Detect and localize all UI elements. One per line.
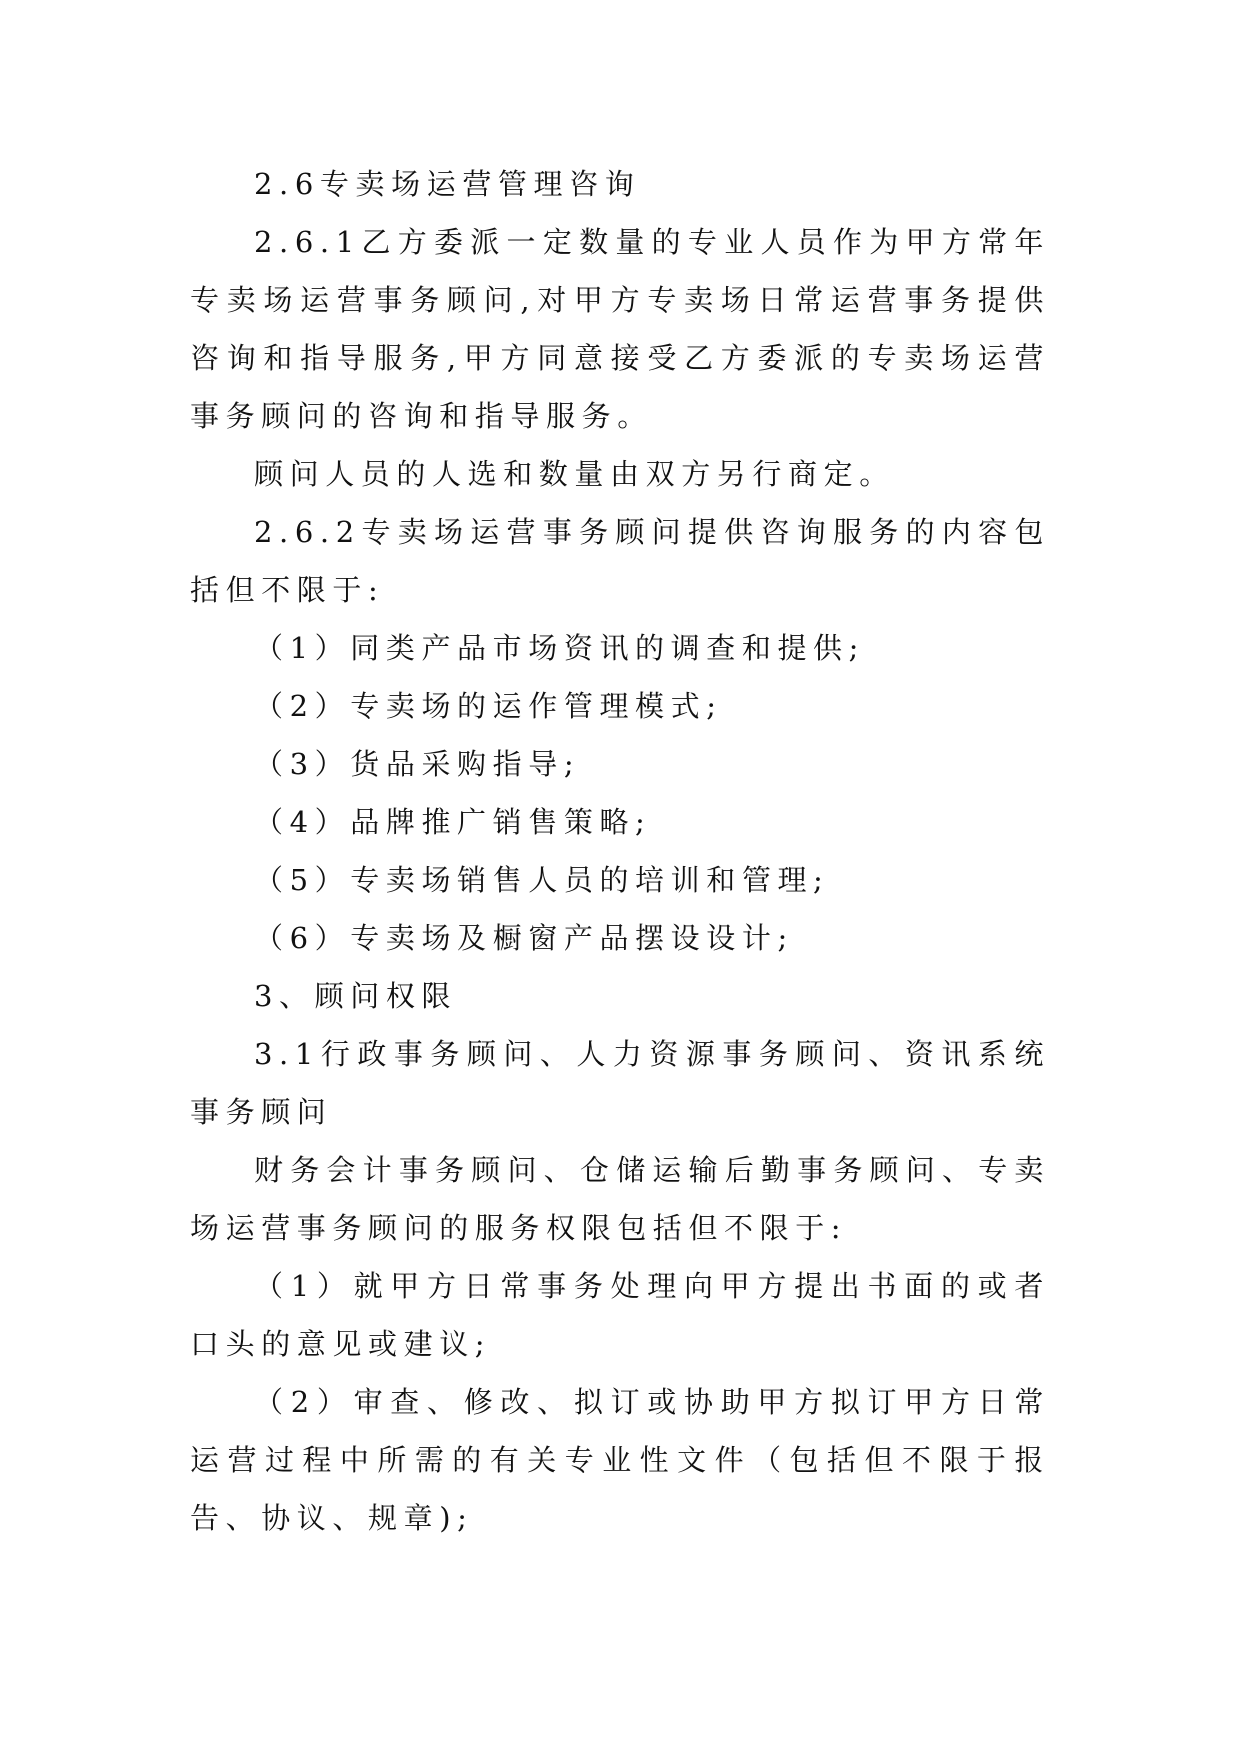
list-item: （2）审查、修改、拟订或协助甲方拟订甲方日常运营过程中所需的有关专业性文件（包括但不限于报告、协议、规章); bbox=[190, 1385, 1050, 1535]
clause-2-6-1-note: 顾问人员的人选和数量由双方另行商定。 bbox=[254, 457, 895, 491]
list-item: （6）专卖场及橱窗产品摆设设计; bbox=[254, 921, 794, 955]
section-heading-2-6: 2.6专卖场运营管理咨询 bbox=[254, 167, 641, 201]
clause-3-1: 3.1行政事务顾问、人力资源事务顾问、资讯系统事务顾问 bbox=[190, 1037, 1050, 1129]
document-body bbox=[190, 155, 1050, 1547]
clause-2-6-2: 2.6.2专卖场运营事务顾问提供咨询服务的内容包括但不限于: bbox=[190, 515, 1050, 607]
list-item: （2）专卖场的运作管理模式; bbox=[254, 689, 723, 723]
list-item: （4）品牌推广销售策略; bbox=[254, 805, 652, 839]
clause-3-1-continued: 财务会计事务顾问、仓储运输后勤事务顾问、专卖场运营事务顾问的服务权限包括但不限于: bbox=[190, 1153, 1050, 1245]
list-item: （3）货品采购指导; bbox=[254, 747, 581, 781]
list-item: （5）专卖场销售人员的培训和管理; bbox=[254, 863, 830, 897]
list-item: （1）同类产品市场资讯的调查和提供; bbox=[254, 631, 866, 665]
section-heading-3: 3、顾问权限 bbox=[254, 979, 458, 1013]
clause-2-6-1: 2.6.1乙方委派一定数量的专业人员作为甲方常年专卖场运营事务顾问,对甲方专卖场日常运营事务提供咨询和指导服务,甲方同意接受乙方委派的专卖场运营事务顾问的咨询和指导服务。 bbox=[190, 225, 1050, 433]
list-item: （1）就甲方日常事务处理向甲方提出书面的或者口头的意见或建议; bbox=[190, 1269, 1050, 1361]
